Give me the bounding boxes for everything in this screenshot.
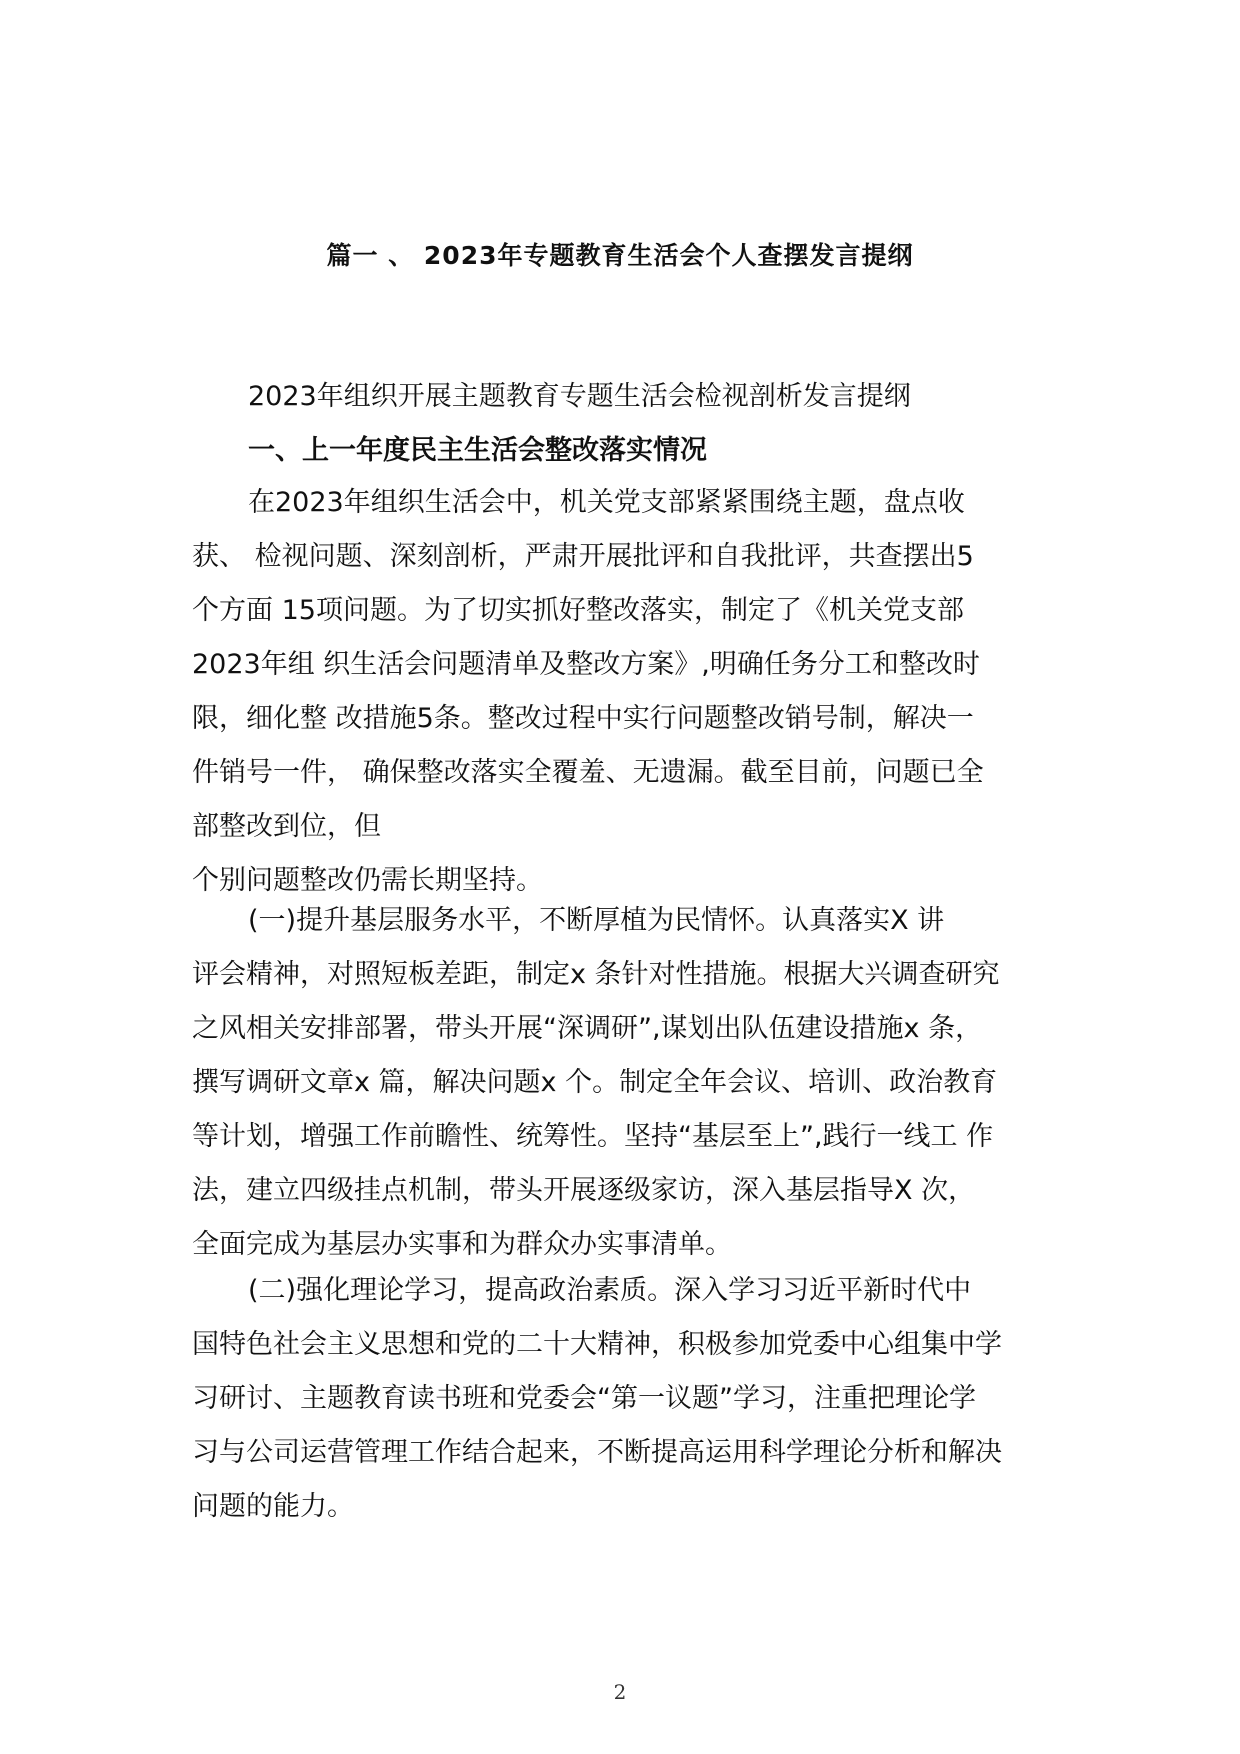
paragraph-line: 之风相关安排部署，带头开展“深调研”,谋划出队伍建设措施x 条， [192, 1013, 983, 1044]
paragraph-line: 2023年组 织生活会问题清单及整改方案》,明确任务分工和整改时 [192, 649, 980, 680]
paragraph-line: 件销号一件， 确保整改落实全覆羞、无遗漏。截至目前，问题已全 [192, 757, 984, 788]
paragraph-line: (一)提升基层服务水平，不断厚植为民情怀。认真落实X 讲 [248, 905, 945, 936]
paragraph-line: 国特色社会主义思想和党的二十大精神，积极参加党委中心组集中学 [192, 1329, 1002, 1360]
document-title: 篇一 、 2023年专题教育生活会个人查摆发言提纲 [326, 241, 914, 270]
paragraph-line: 获、 检视问题、深刻剖析，严肃开展批评和自我批评，共查摆出5 [192, 541, 974, 572]
paragraph-line: 法，建立四级挂点机制，带头开展逐级家访，深入基层指导X 次， [192, 1175, 976, 1206]
paragraph-line: 个别问题整改仍需长期坚持。 [192, 865, 543, 896]
paragraph-line: 个方面 15项问题。为了切实抓好整改落实，制定了《机关党支部 [192, 595, 964, 626]
paragraph-grassroots-service [192, 894, 1072, 1272]
paragraph-line: 限，细化整 改措施5条。整改过程中实行问题整改销号制，解决一 [192, 703, 974, 734]
paragraph-line: 部整改到位，但 [192, 811, 381, 842]
paragraph-line: 习研讨、主题教育读书班和党委会“第一议题”学习，注重把理论学 [192, 1383, 976, 1414]
document-subtitle: 2023年组织开展主题教育专题生活会检视剖析发言提纲 [248, 381, 911, 412]
paragraph-theory-study [192, 1264, 1072, 1534]
paragraph-line: 全面完成为基层办实事和为群众办实事清单。 [192, 1229, 732, 1260]
section-heading: 一、上一年度民主生活会整改落实情况 [248, 435, 707, 466]
paragraph-line: 习与公司运营管理工作结合起来，不断提高运用科学理论分析和解决 [192, 1437, 1002, 1468]
paragraph-line: 等计划，增强工作前瞻性、统筹性。坚持“基层至上”,践行一线工 作 [192, 1121, 994, 1152]
page-number: 2 [613, 1680, 627, 1704]
paragraph-line: 在2023年组织生活会中，机关党支部紧紧围绕主题，盘点收 [248, 487, 965, 518]
paragraph-line: (二)强化理论学习，提高政治素质。深入学习习近平新时代中 [248, 1275, 972, 1306]
paragraph-line: 撰写调研文章x 篇，解决问题x 个。制定全年会议、培训、政治教育 [192, 1067, 998, 1098]
paragraph-line: 评会精神，对照短板差距，制定x 条针对性措施。根据大兴调查研究 [192, 959, 1000, 990]
paragraph-line: 问题的能力。 [192, 1491, 354, 1522]
paragraph-rectification-status [192, 476, 1072, 908]
